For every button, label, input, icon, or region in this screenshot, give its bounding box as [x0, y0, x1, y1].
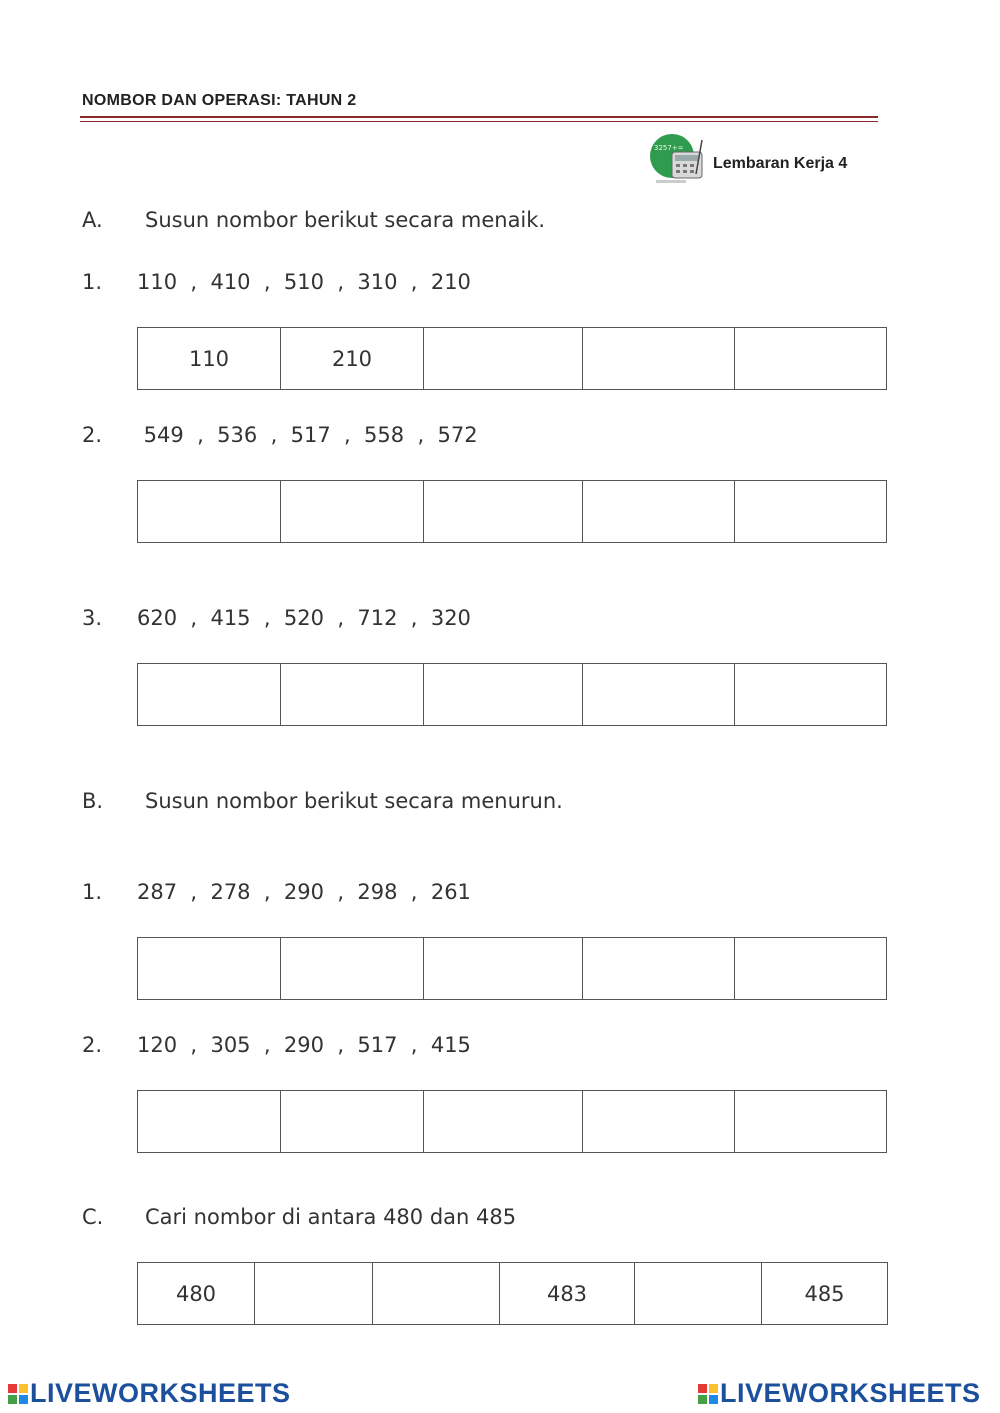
brand-left-text: LIVEWORKSHEETS [30, 1378, 291, 1408]
answer-box[interactable] [583, 664, 735, 726]
answer-row-a1 [137, 327, 887, 390]
brand-right [698, 1378, 981, 1409]
answer-box[interactable] [138, 481, 281, 543]
answer-box[interactable] [281, 481, 424, 543]
question-a3-numbers: 620 , 415 , 520 , 712 , 320 [137, 606, 471, 630]
brand-right-text: LIVEWORKSHEETS [720, 1378, 981, 1408]
answer-row-a3 [137, 663, 887, 726]
answer-box[interactable] [281, 938, 424, 1000]
answer-box[interactable] [138, 664, 281, 726]
question-a1-number: 1. [82, 270, 103, 294]
question-a3-number: 3. [82, 606, 103, 630]
answer-box[interactable] [255, 1263, 373, 1325]
question-a2-numbers: 549 , 536 , 517 , 558 , 572 [137, 423, 478, 447]
answer-box[interactable]: 210 [281, 328, 424, 390]
answer-box[interactable] [583, 1091, 735, 1153]
sheet-label: Lembaran Kerja 4 [713, 155, 848, 172]
logo-text: 3257+= [654, 144, 684, 152]
answer-row-c [137, 1262, 888, 1325]
answer-box[interactable] [735, 1091, 887, 1153]
answer-box[interactable] [424, 1091, 583, 1153]
answer-box[interactable] [583, 938, 735, 1000]
answer-box[interactable]: 483 [500, 1263, 635, 1325]
answer-box[interactable] [424, 938, 583, 1000]
answer-box[interactable] [735, 938, 887, 1000]
liveworksheets-logo-icon [698, 1384, 718, 1404]
question-b2-numbers: 120 , 305 , 290 , 517 , 415 [137, 1033, 471, 1057]
answer-box[interactable]: 485 [762, 1263, 888, 1325]
answer-box[interactable] [735, 481, 887, 543]
answer-box[interactable] [735, 664, 887, 726]
answer-box[interactable]: 480 [138, 1263, 255, 1325]
answer-box[interactable] [281, 1091, 424, 1153]
answer-box[interactable] [635, 1263, 762, 1325]
header-rule [80, 116, 878, 118]
section-c-instruction: Cari nombor di antara 480 dan 485 [145, 1205, 517, 1229]
section-c-letter: C. [82, 1205, 104, 1229]
answer-box[interactable]: 110 [138, 328, 281, 390]
question-b2-number: 2. [82, 1033, 103, 1057]
answer-box[interactable] [281, 664, 424, 726]
question-a1-numbers: 110 , 410 , 510 , 310 , 210 [137, 270, 471, 294]
answer-box[interactable] [424, 328, 583, 390]
question-b1-number: 1. [82, 880, 103, 904]
section-a-instruction: Susun nombor berikut secara menaik. [145, 208, 546, 232]
calculator-logo-icon [648, 134, 712, 186]
question-b1-numbers: 287 , 278 , 290 , 298 , 261 [137, 880, 471, 904]
answer-box[interactable] [373, 1263, 500, 1325]
answer-box[interactable] [138, 1091, 281, 1153]
header-rule-thin [80, 121, 878, 122]
answer-box[interactable] [424, 481, 583, 543]
brand-left [8, 1378, 291, 1409]
answer-row-a2 [137, 480, 887, 543]
worksheet-title: NOMBOR DAN OPERASI: TAHUN 2 [82, 92, 357, 109]
answer-row-b1 [137, 937, 887, 1000]
answer-box[interactable] [424, 664, 583, 726]
section-b-instruction: Susun nombor berikut secara menurun. [145, 789, 563, 813]
section-b-letter: B. [82, 789, 104, 813]
section-a-letter: A. [82, 208, 103, 232]
question-a2-number: 2. [82, 423, 103, 447]
answer-box[interactable] [138, 938, 281, 1000]
answer-row-b2 [137, 1090, 887, 1153]
liveworksheets-logo-icon [8, 1384, 28, 1404]
answer-box[interactable] [583, 481, 735, 543]
answer-box[interactable] [735, 328, 887, 390]
answer-box[interactable] [583, 328, 735, 390]
